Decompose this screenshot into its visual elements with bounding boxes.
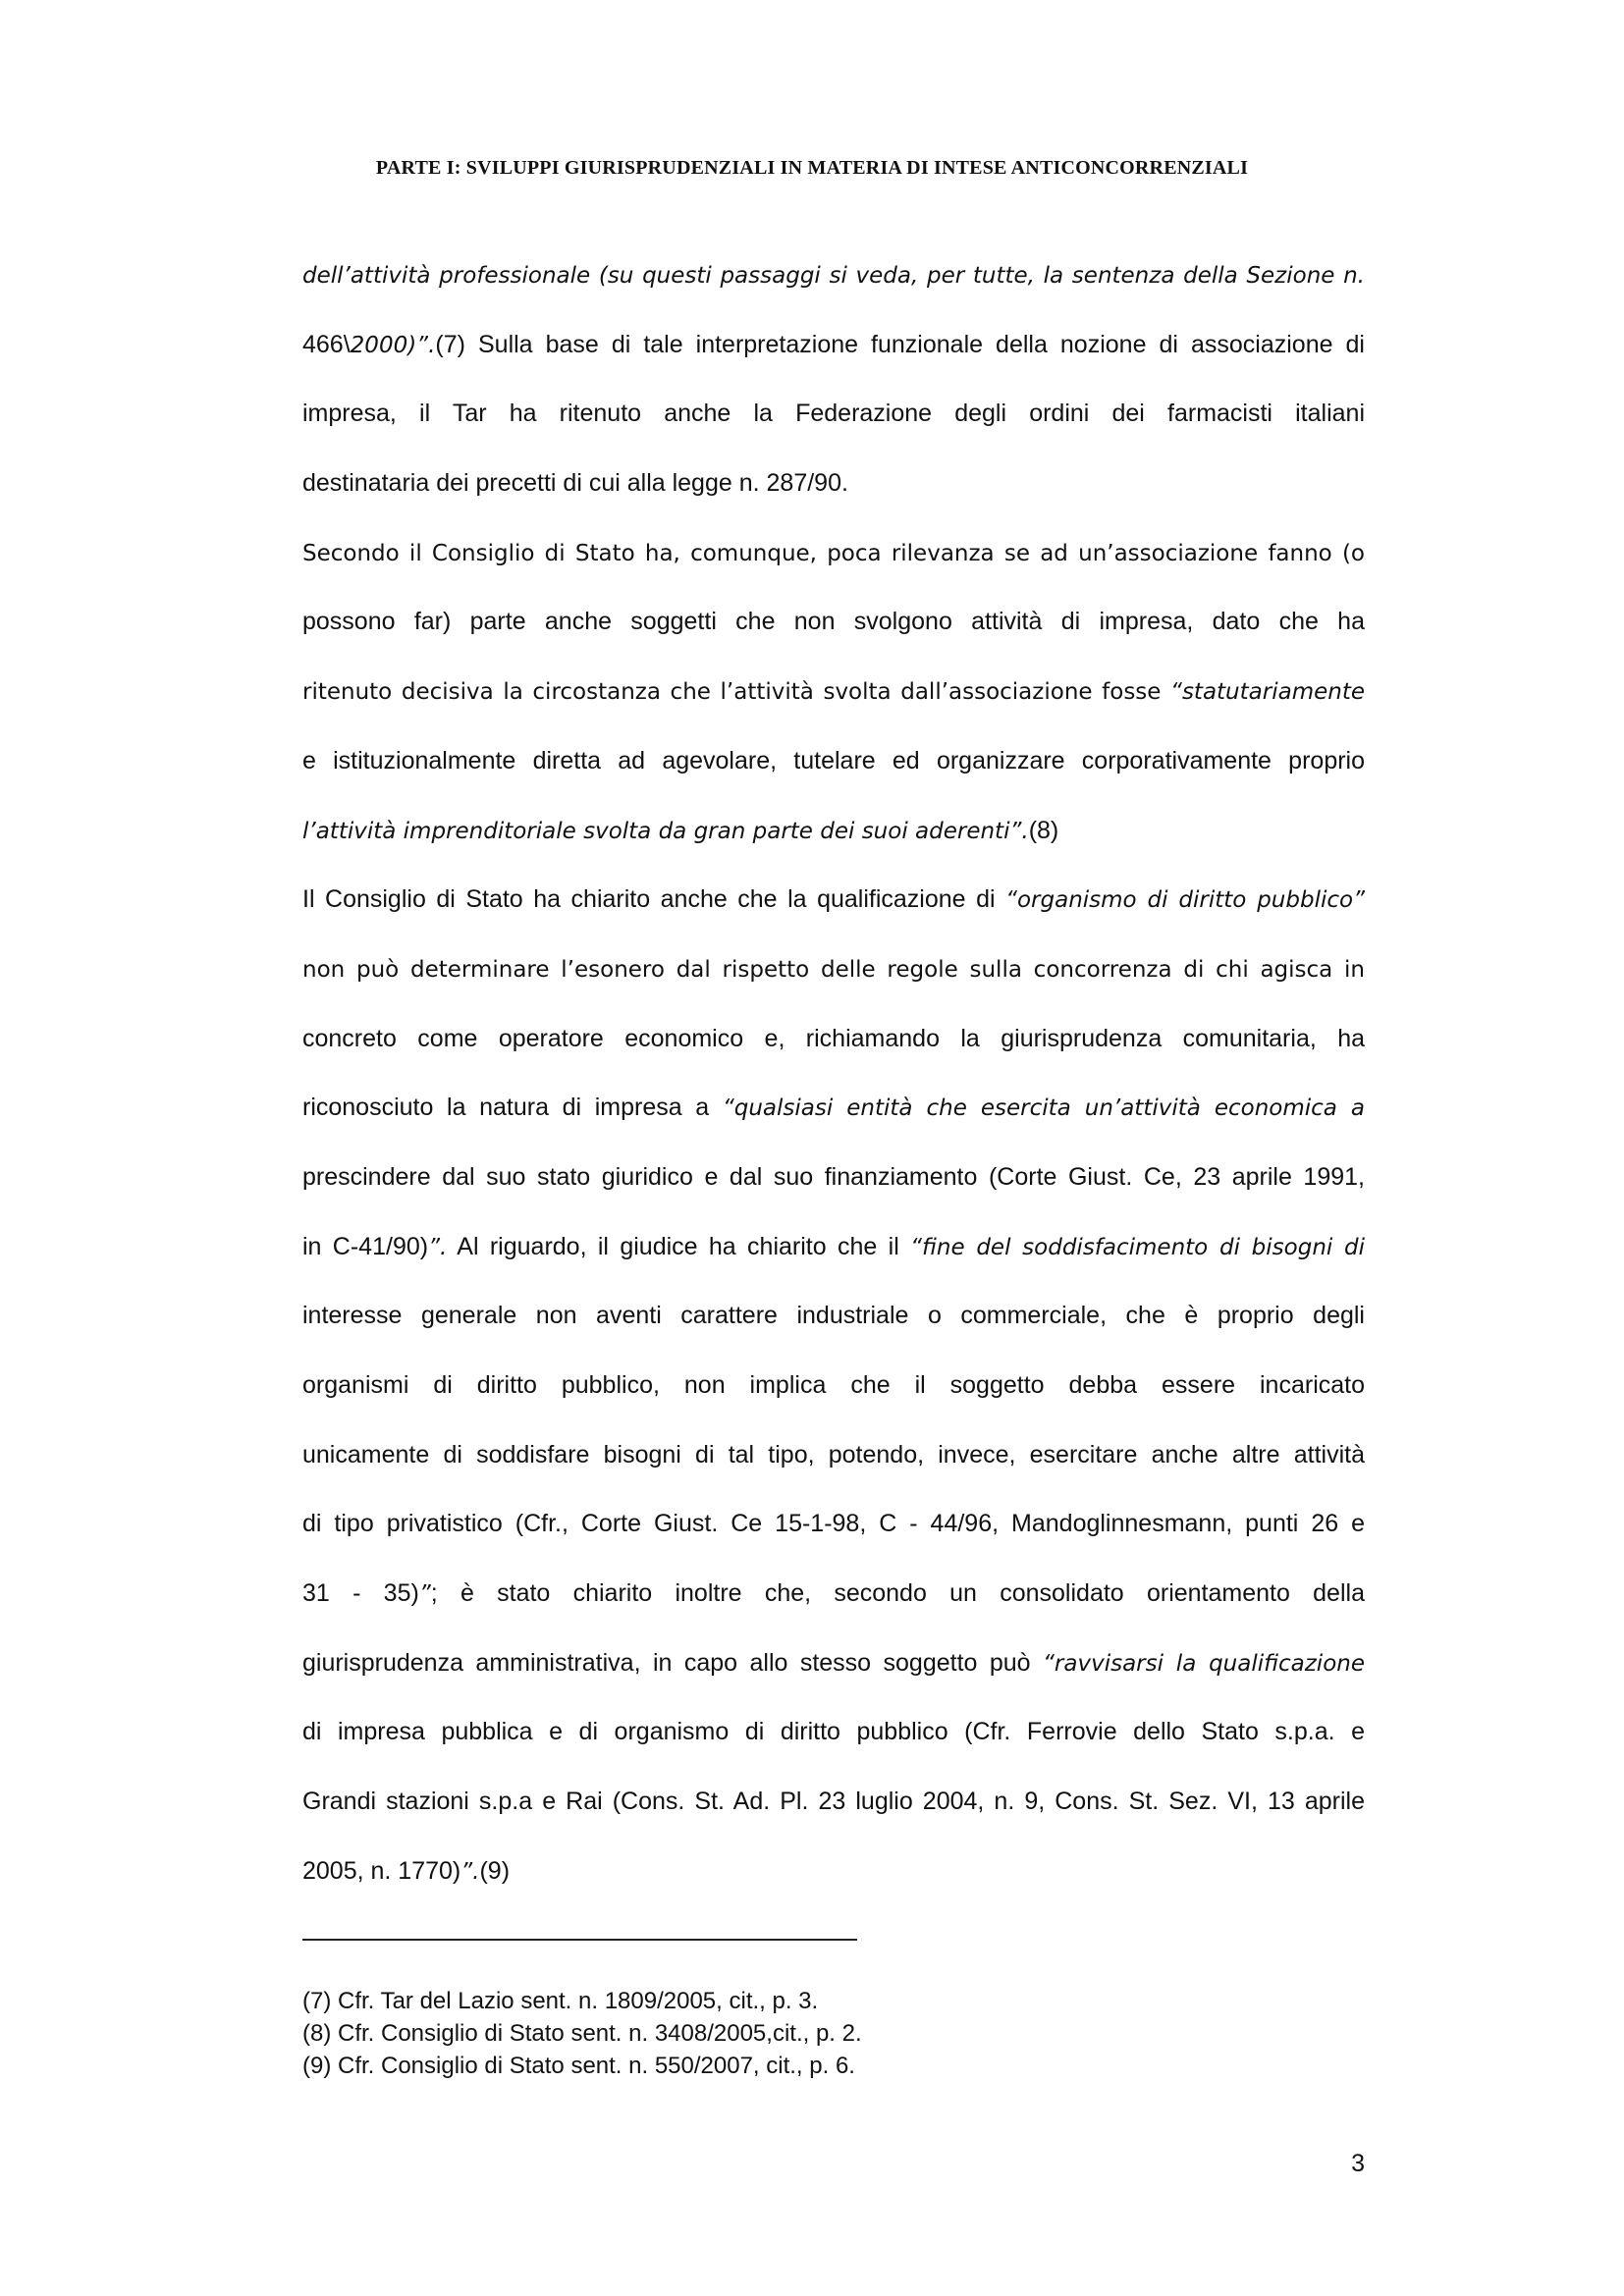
text-run: possono far) parte anche soggetti che non svolgono attività di impresa, dato che ha — [302, 608, 1365, 636]
footnote-separator — [302, 1939, 857, 1941]
body-line — [302, 865, 1365, 934]
text-run: Al riguardo, il giudice ha chiarito che il — [447, 1232, 911, 1260]
quoted-text: “qualsiasi entità che esercita un’attività economica a — [722, 1095, 1365, 1122]
body-line — [302, 1212, 1365, 1282]
running-header: PARTE I: SVILUPPI GIURISPRUDENZIALI IN MATERIA DI INTESE ANTICONCORRENZIALI — [375, 157, 1249, 179]
quoted-text: dell’attività professionale (su questi passaggi si veda, per tutte, la sentenza della Sezione n. — [302, 263, 1365, 289]
body-line — [302, 934, 1365, 1004]
quoted-text: ”. — [428, 1234, 448, 1260]
text-run: giurisprudenza amministrativa, in capo allo stesso soggetto può — [302, 1648, 1044, 1677]
text-run: ; è stato chiarito inoltre che, secondo un consolidato orientamento della — [430, 1579, 1365, 1608]
footnote-9: (9) Cfr. Consiglio di Stato sent. n. 550/2007, cit., p. 6. — [302, 2053, 855, 2079]
page-number: 3 — [1351, 2150, 1365, 2177]
body-text — [302, 240, 1365, 1906]
body-line — [302, 1559, 1365, 1629]
text-run: impresa, il Tar ha ritenuto anche la Federazione degli ordini dei farmacisti italiani — [302, 400, 1365, 428]
text-run: Secondo il Consiglio di Stato ha, comunque, poca rilevanza se ad un’associazione fanno (o — [302, 540, 1365, 566]
body-line — [302, 657, 1365, 726]
text-run: (9) — [479, 1856, 511, 1885]
text-run: organismi di diritto pubblico, non implica che il soggetto debba essere incaricato — [302, 1371, 1365, 1399]
text-run: Grandi stazioni s.p.a e Rai (Cons. St. Ad. Pl. 23 luglio 2004, n. 9, Cons. St. Sez. VI, 13 aprile — [302, 1788, 1365, 1816]
text-run: e istituzionalmente diretta ad agevolare, tutelare ed organizzare corporativamente proprio — [302, 746, 1365, 774]
body-line — [302, 518, 1365, 588]
body-line — [302, 1281, 1365, 1351]
text-run: prescindere dal suo stato giuridico e dal suo finanziamento (Corte Giust. Ce, 23 aprile 1991, — [302, 1162, 1365, 1191]
footnote-8: (8) Cfr. Consiglio di Stato sent. n. 3408/2005,cit., p. 2. — [302, 2020, 862, 2047]
body-line — [302, 240, 1365, 310]
body-line — [302, 796, 1365, 866]
text-run: di impresa pubblica e di organismo di diritto pubblico (Cfr. Ferrovie dello Stato s.p.a. e — [302, 1718, 1365, 1746]
body-line — [302, 1351, 1365, 1420]
body-line — [302, 1767, 1365, 1837]
quoted-text: “ravvisarsi la qualificazione — [1043, 1650, 1365, 1677]
text-run: Il Consiglio di Stato ha chiarito anche che la qualificazione di — [302, 885, 1006, 914]
quoted-text: ” — [418, 1581, 431, 1608]
quoted-text: l’attività imprenditoriale svolta da gran parte dei suoi aderenti”. — [302, 818, 1029, 844]
quoted-text: “organismo di diritto pubblico” — [1005, 887, 1365, 914]
footnotes — [302, 1985, 862, 2082]
quoted-text: “fine del soddisfacimento di bisogni di — [910, 1234, 1365, 1260]
quoted-text: 2000)”. — [350, 332, 436, 358]
text-run: (8) — [1028, 816, 1059, 844]
body-line — [302, 1489, 1365, 1559]
text-run: 466\ — [302, 330, 351, 358]
text-run: unicamente di soddisfare bisogni di tal tipo, potendo, invece, esercitare anche altre attività — [302, 1440, 1365, 1468]
text-run: di tipo privatistico (Cfr., Corte Giust. Ce 15-1-98, C - 44/96, Mandoglinnesmann, punti 26 e — [302, 1510, 1365, 1538]
text-run: riconosciuto la natura di impresa a — [302, 1094, 723, 1122]
body-line — [302, 310, 1365, 380]
text-run: interesse generale non aventi carattere industriale o commerciale, che è proprio degli — [302, 1302, 1365, 1330]
text-run: ritenuto decisiva la circostanza che l’attività svolta dall’associazione fosse — [302, 679, 1171, 706]
quoted-text: ”. — [460, 1858, 480, 1885]
body-line — [302, 726, 1365, 796]
text-run: destinataria dei precetti di cui alla legge n. 287/90. — [302, 469, 848, 498]
quoted-text: “statutariamente — [1170, 679, 1365, 706]
body-line — [302, 587, 1365, 657]
body-line — [302, 1697, 1365, 1767]
body-line — [302, 1837, 1365, 1906]
body-line — [302, 1004, 1365, 1074]
text-run: concreto come operatore economico e, richiamando la giurisprudenza comunitaria, ha — [302, 1024, 1365, 1052]
footnote-7: (7) Cfr. Tar del Lazio sent. n. 1809/2005, cit., p. 3. — [302, 1988, 819, 2014]
text-run: in C-41/90) — [302, 1232, 429, 1260]
text-run: non può determinare l’esonero dal rispetto delle regole sulla concorrenza di chi agisca in — [302, 956, 1365, 983]
body-line — [302, 1143, 1365, 1212]
body-line — [302, 449, 1365, 518]
text-run: (7) Sulla base di tale interpretazione funzionale della nozione di associazione di — [435, 330, 1365, 358]
body-line — [302, 1073, 1365, 1143]
body-line — [302, 1629, 1365, 1698]
body-line — [302, 379, 1365, 449]
text-run: 2005, n. 1770) — [302, 1856, 461, 1885]
body-line — [302, 1420, 1365, 1490]
text-run: 31 - 35) — [302, 1579, 419, 1608]
